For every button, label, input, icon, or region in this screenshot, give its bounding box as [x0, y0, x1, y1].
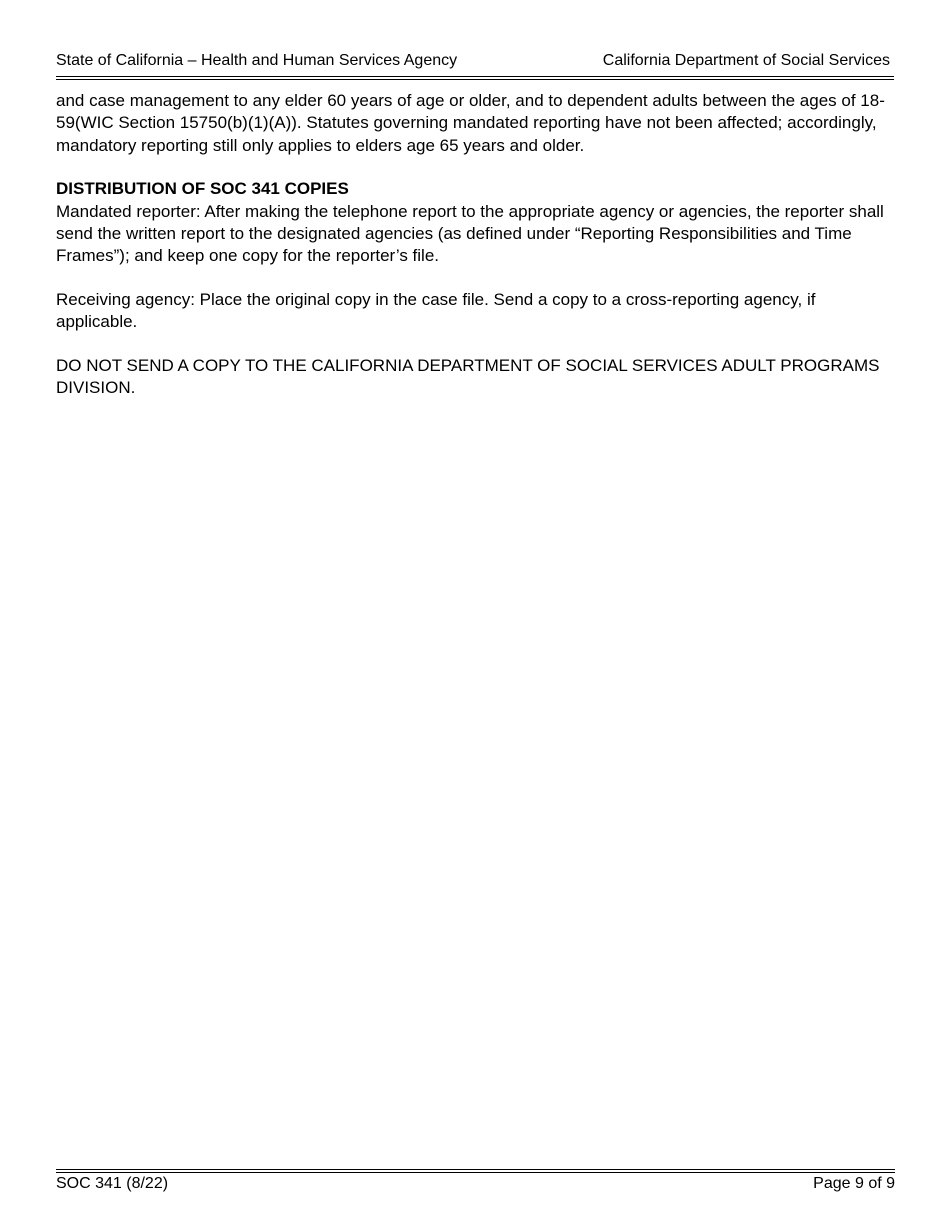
department-name: California Department of Social Services: [602, 52, 890, 69]
intro-paragraph: and case management to any elder 60 years of age or older, and to dependent adults between the ages of 18-59(WIC Section 15750(b)(1)(A)). Statutes governing mandated reporting have not been affected; accordingly, mandatory reporting still only applies to elders age 65 years and older.: [56, 91, 885, 155]
agency-name: State of California – Health and Human Services Agency: [56, 52, 458, 69]
page-footer: [56, 1175, 895, 1197]
mandated-reporter-paragraph: Mandated reporter: After making the telephone report to the appropriate agency or agencies, the reporter shall send the written report to the designated agencies (as defined under “Reporting Responsibilities and Time Frames”); and keep one copy for the reporter’s file.: [56, 201, 884, 266]
receiving-agency-paragraph: Receiving agency: Place the original copy in the case file. Send a copy to a cross-reporting agency, if applicable.: [56, 289, 816, 332]
section-heading: DISTRIBUTION OF SOC 341 COPIES: [56, 179, 349, 199]
page-header: [56, 52, 894, 74]
footer-rule-top: [56, 1169, 895, 1170]
footer-rule-bottom: [56, 1172, 895, 1173]
document-body: [56, 90, 898, 399]
form-number: SOC 341 (8/22): [56, 1175, 169, 1192]
header-rule-top: [56, 76, 894, 77]
page-number: Page 9 of 9: [813, 1175, 895, 1192]
notice-paragraph: DO NOT SEND A COPY TO THE CALIFORNIA DEPARTMENT OF SOCIAL SERVICES ADULT PROGRAMS DIVISION.: [56, 355, 880, 398]
header-rule-bottom: [56, 79, 894, 80]
